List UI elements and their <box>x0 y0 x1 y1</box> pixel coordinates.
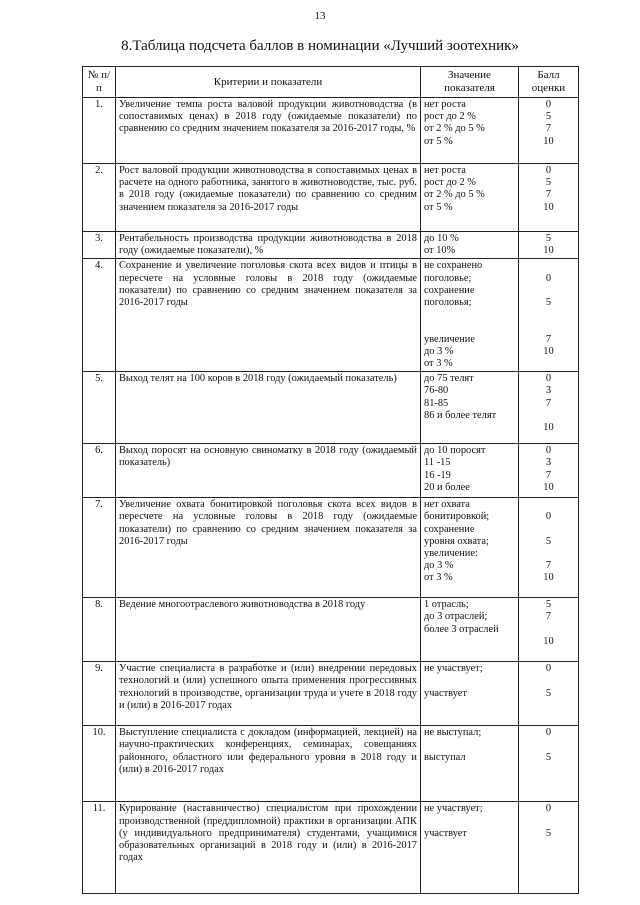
table-row <box>83 372 579 444</box>
header-points: Балл оценки <box>519 67 579 98</box>
value-line <box>424 788 515 800</box>
value-line: не выступал; <box>424 727 482 739</box>
points-line: 7 <box>545 123 552 135</box>
points-cell <box>519 662 579 726</box>
value-line <box>424 739 515 751</box>
value-cell <box>421 372 519 444</box>
value-line: сохранение <box>424 284 475 296</box>
value-cell <box>421 164 519 232</box>
points-line: 10 <box>543 245 554 257</box>
value-line: участвует <box>424 687 467 699</box>
points-line: 10 <box>543 201 554 213</box>
points-line: 0 <box>545 511 552 523</box>
points-line: 7 <box>545 611 552 623</box>
value-line: рост до 2 % <box>424 177 476 189</box>
points-line: 10 <box>543 135 554 147</box>
value-cell <box>421 232 519 259</box>
table-row <box>83 98 579 164</box>
criteria-text: Выход поросят на основную свиноматку в 2018 году (ожидаемый показатель) <box>116 444 421 498</box>
points-line: 0 <box>545 165 552 176</box>
points-cell <box>519 726 579 802</box>
table-body <box>83 98 579 894</box>
value-cell <box>421 726 519 802</box>
row-number: 10. <box>83 726 116 802</box>
value-line <box>424 700 515 712</box>
row-number: 4. <box>83 259 116 372</box>
row-number: 7. <box>83 498 116 598</box>
table-row <box>83 232 579 259</box>
value-line: до 3 отраслей; <box>424 611 488 623</box>
value-line: до 3 % <box>424 345 454 357</box>
points-line: 10 <box>543 635 554 647</box>
table-row <box>83 598 579 662</box>
value-cell <box>421 444 519 498</box>
value-line <box>424 764 515 776</box>
table-row <box>83 498 579 598</box>
value-line: 81-85 <box>424 397 449 409</box>
value-line: 16 -19 <box>424 469 451 481</box>
value-line <box>424 422 515 434</box>
value-line <box>424 309 515 321</box>
value-line: более 3 отраслей <box>424 623 499 635</box>
points-cell <box>519 802 579 894</box>
points-line: 5 <box>545 687 552 699</box>
points-line <box>522 358 575 370</box>
points-line <box>522 548 575 560</box>
value-cell <box>421 498 519 598</box>
table-row <box>83 444 579 498</box>
value-line <box>424 712 515 724</box>
points-line <box>522 410 575 422</box>
value-line <box>424 840 515 852</box>
value-line: бонитировкой; <box>424 511 490 523</box>
points-line: 7 <box>545 560 552 572</box>
points-line: 5 <box>545 827 552 839</box>
points-line <box>522 321 575 333</box>
value-line <box>424 321 515 333</box>
row-number: 5. <box>83 372 116 444</box>
points-line: 0 <box>545 663 552 675</box>
value-line: 1 отрасль; <box>424 599 469 611</box>
value-line: от 2 % до 5 % <box>424 123 485 135</box>
value-line: нет роста <box>424 165 466 176</box>
points-line <box>522 816 575 828</box>
value-line: 86 и более телят <box>424 409 497 421</box>
points-line <box>522 648 575 660</box>
value-line: до 3 % <box>424 560 454 572</box>
value-line: до 75 телят <box>424 373 474 385</box>
value-line: от 2 % до 5 % <box>424 189 485 201</box>
points-line: 0 <box>545 373 552 385</box>
header-criteria: Критерии и показатели <box>116 67 421 98</box>
value-line: выступал <box>424 751 466 763</box>
value-line: увеличение: <box>424 548 478 560</box>
points-line: 0 <box>545 99 552 110</box>
header-value: Значение показателя <box>421 67 519 98</box>
value-line: от 5 % <box>424 201 453 213</box>
value-line: 11 -15 <box>424 457 451 469</box>
value-line <box>424 776 515 788</box>
value-line: 76-80 <box>424 385 449 397</box>
criteria-text: Увеличение охвата бонитировкой поголовья скота всех видов в пересчете на условные головы в 2018 году (ожидаемые показатели) по сравнению со средним значением показателя за 2016-2017 годы <box>116 498 421 598</box>
points-cell <box>519 98 579 164</box>
value-line: до 10 поросят <box>424 445 486 457</box>
row-number: 6. <box>83 444 116 498</box>
points-line: 5 <box>545 233 552 244</box>
criteria-text: Выступление специалиста с докладом (информацией, лекцией) на научно-практических конференциях, семинарах, совещаниях районного, областного или федерального уровня в 2018 году и (или) в 2016-2017 годах <box>116 726 421 802</box>
points-line <box>522 776 575 788</box>
scoring-table <box>82 66 579 894</box>
points-cell <box>519 444 579 498</box>
value-line: нет роста <box>424 99 466 110</box>
criteria-text: Рентабельность производства продукции животноводства в 2018 году (ожидаемые показатели), % <box>116 232 421 259</box>
value-line: 20 и более <box>424 481 470 493</box>
points-line <box>522 624 575 636</box>
value-line: не участвует; <box>424 803 483 815</box>
points-line <box>522 700 575 712</box>
value-line: от 3 % <box>424 572 453 584</box>
value-line: от 3 % <box>424 358 453 369</box>
points-line: 7 <box>545 189 552 201</box>
row-number: 11. <box>83 802 116 894</box>
points-cell <box>519 498 579 598</box>
points-cell <box>519 259 579 372</box>
value-line: увеличение <box>424 333 475 345</box>
points-line: 7 <box>545 333 552 345</box>
points-line <box>522 309 575 321</box>
criteria-text: Сохранение и увеличение поголовья скота всех видов и птицы в пересчете на условные головы в 2018 году (ожидаемые показатели) по сравнению со средним значением показателя за 2016-2017 годы <box>116 259 421 372</box>
points-line <box>522 712 575 724</box>
points-line: 5 <box>545 751 552 763</box>
table-row <box>83 259 579 372</box>
value-line <box>424 636 515 648</box>
points-line: 5 <box>545 535 552 547</box>
points-line <box>522 675 575 687</box>
value-line: уровня охвата; <box>424 535 489 547</box>
points-line: 5 <box>545 599 552 611</box>
points-line: 7 <box>545 397 552 409</box>
table-row <box>83 662 579 726</box>
points-line: 5 <box>545 111 552 123</box>
points-line <box>522 285 575 297</box>
points-line: 3 <box>545 385 552 397</box>
criteria-text: Выход телят на 100 коров в 2018 году (ожидаемый показатель) <box>116 372 421 444</box>
value-line <box>424 864 515 876</box>
value-line: участвует <box>424 827 467 839</box>
points-line <box>522 524 575 536</box>
points-line: 5 <box>545 177 552 189</box>
points-cell <box>519 164 579 232</box>
value-line: до 10 % <box>424 233 459 244</box>
value-line: поголовья; <box>424 297 472 309</box>
points-line: 10 <box>543 422 554 433</box>
points-line <box>522 260 575 272</box>
header-number: № п/п <box>83 67 116 98</box>
points-line: 10 <box>543 345 554 357</box>
table-row <box>83 802 579 894</box>
criteria-text: Увеличение темпа роста валовой продукции животноводства (в сопоставимых ценах) в 2018 году (ожидаемые показатели) по сравнению со средним значением показателя за 2016-2017 годы, % <box>116 98 421 164</box>
value-cell <box>421 598 519 662</box>
value-line: рост до 2 % <box>424 111 476 123</box>
value-line <box>424 648 515 660</box>
points-line <box>522 788 575 800</box>
table-header-row <box>83 67 579 98</box>
value-line: сохранение <box>424 523 475 535</box>
value-line <box>424 816 515 828</box>
points-line <box>522 499 575 511</box>
points-line <box>522 739 575 751</box>
criteria-text: Рост валовой продукции животноводства в сопоставимых ценах в расчете на одного работника, занятого в животноводстве, тыс. руб. в 2018 году (ожидаемые показатели) по сравнению со средним значением показателя за 2016-2017 годы <box>116 164 421 232</box>
row-number: 8. <box>83 598 116 662</box>
points-cell <box>519 598 579 662</box>
value-cell <box>421 802 519 894</box>
points-line: 7 <box>545 469 552 481</box>
value-line: от 10% <box>424 245 456 257</box>
row-number: 1. <box>83 98 116 164</box>
value-cell <box>421 259 519 372</box>
value-line <box>424 852 515 864</box>
points-line <box>522 864 575 876</box>
table-row <box>83 164 579 232</box>
points-line <box>522 852 575 864</box>
value-line: нет охвата <box>424 499 470 511</box>
row-number: 9. <box>83 662 116 726</box>
value-line: от 5 % <box>424 135 453 147</box>
points-line: 10 <box>543 481 554 493</box>
points-line: 10 <box>543 572 554 584</box>
value-line: поголовье; <box>424 272 472 284</box>
points-line: 0 <box>545 727 552 739</box>
value-line: не участвует; <box>424 663 483 675</box>
points-line: 5 <box>545 296 552 308</box>
criteria-text: Курирование (наставничество) специалистом при прохождении производственной (преддипломной) практики в организации АПК (у индивидуального предпринимателя) студентами, учащимися образовательных организаций в 2018 году и (или) в 2016-2017 годах <box>116 802 421 894</box>
points-line <box>522 840 575 852</box>
value-cell <box>421 662 519 726</box>
page-number: 13 <box>314 10 326 22</box>
table-title: 8.Таблица подсчета баллов в номинации «Лучший зоотехник» <box>121 38 519 54</box>
value-cell <box>421 98 519 164</box>
table-row <box>83 726 579 802</box>
points-line: 0 <box>545 445 552 457</box>
points-line: 0 <box>545 272 552 284</box>
criteria-text: Ведение многоотраслевого животноводства в 2018 году <box>116 598 421 662</box>
points-cell <box>519 232 579 259</box>
points-line <box>522 764 575 776</box>
points-line: 3 <box>545 457 552 469</box>
row-number: 2. <box>83 164 116 232</box>
points-line: 0 <box>545 803 552 815</box>
value-line <box>424 675 515 687</box>
value-line: не сохранено <box>424 260 483 272</box>
criteria-text: Участие специалиста в разработке и (или) внедрении передовых технологий и (или) успешного опыта применения прогрессивных технологий в производстве, организации труда и учете в 2018 году и (или) в 2016-2017 годах <box>116 662 421 726</box>
points-cell <box>519 372 579 444</box>
row-number: 3. <box>83 232 116 259</box>
